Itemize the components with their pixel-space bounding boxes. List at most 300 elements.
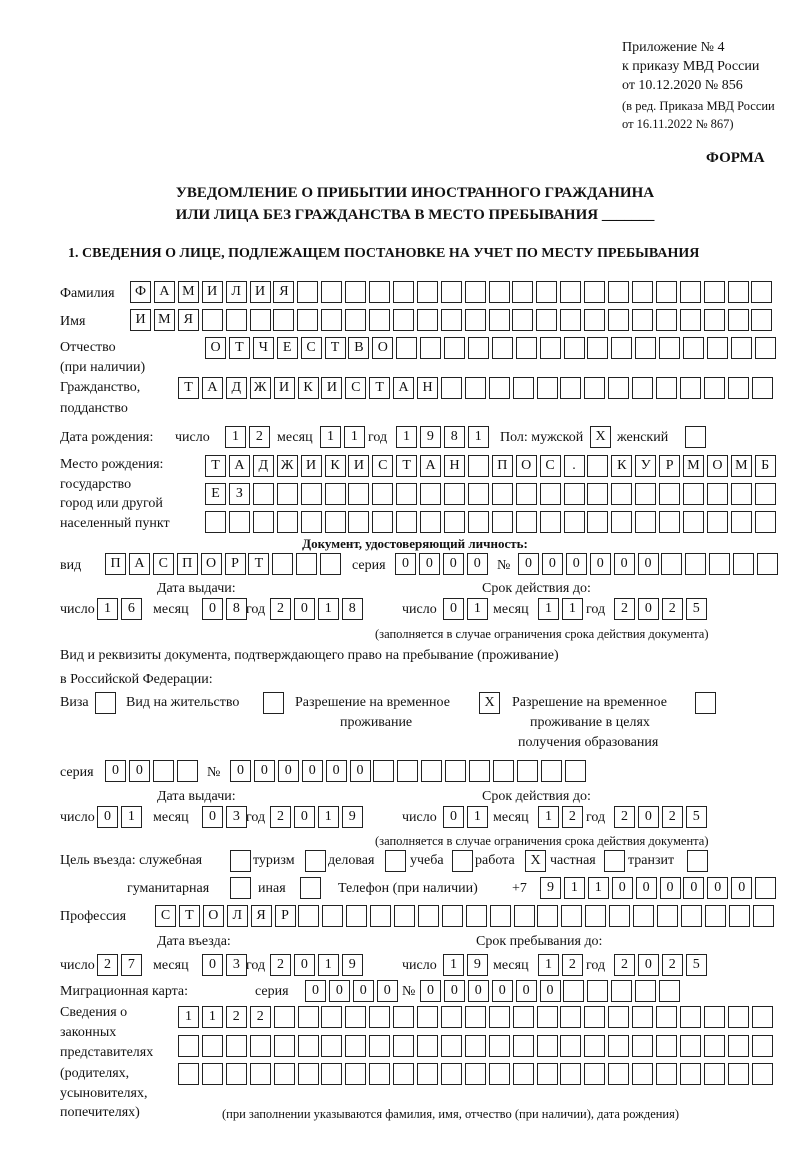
char-cell[interactable]: Т	[205, 455, 226, 477]
char-cell[interactable]: Т	[369, 377, 390, 399]
char-cell[interactable]	[492, 337, 513, 359]
char-cell[interactable]: О	[516, 455, 537, 477]
char-cell[interactable]: И	[301, 455, 322, 477]
char-cell[interactable]: 0	[707, 877, 728, 899]
char-cell[interactable]	[321, 1035, 342, 1057]
char-cell[interactable]	[393, 1063, 414, 1085]
char-cell[interactable]	[587, 511, 608, 533]
char-cell[interactable]: Ф	[130, 281, 151, 303]
char-cell[interactable]	[680, 1006, 701, 1028]
char-cell[interactable]: 3	[226, 806, 247, 828]
char-cell[interactable]: А	[229, 455, 250, 477]
char-cell[interactable]: 0	[443, 553, 464, 575]
char-cell[interactable]: 2	[562, 806, 583, 828]
p-study-checkbox[interactable]	[452, 850, 473, 872]
char-cell[interactable]: И	[130, 309, 151, 331]
char-cell[interactable]: 2	[249, 426, 270, 448]
char-cell[interactable]: Л	[227, 905, 248, 927]
char-cell[interactable]	[584, 309, 605, 331]
char-cell[interactable]: 0	[492, 980, 513, 1002]
char-cell[interactable]	[512, 281, 533, 303]
char-cell[interactable]	[608, 1063, 629, 1085]
char-cell[interactable]	[396, 337, 417, 359]
char-cell[interactable]: 0	[683, 877, 704, 899]
char-cell[interactable]	[393, 1006, 414, 1028]
char-cell[interactable]	[731, 483, 752, 505]
char-cell[interactable]	[444, 337, 465, 359]
char-cell[interactable]	[587, 980, 608, 1002]
char-cell[interactable]	[468, 455, 489, 477]
char-cell[interactable]	[659, 337, 680, 359]
char-cell[interactable]: 1	[225, 426, 246, 448]
char-cell[interactable]: 0	[329, 980, 350, 1002]
char-cell[interactable]: 1	[467, 806, 488, 828]
char-cell[interactable]: 0	[254, 760, 275, 782]
char-cell[interactable]: П	[492, 455, 513, 477]
char-cell[interactable]: 2	[662, 954, 683, 976]
char-cell[interactable]	[728, 281, 749, 303]
char-cell[interactable]	[274, 1035, 295, 1057]
char-cell[interactable]: 0	[542, 553, 563, 575]
char-cell[interactable]	[253, 511, 274, 533]
char-cell[interactable]	[632, 1006, 653, 1028]
char-cell[interactable]	[296, 553, 317, 575]
char-cell[interactable]	[465, 309, 486, 331]
char-cell[interactable]	[656, 1063, 677, 1085]
char-cell[interactable]	[369, 281, 390, 303]
char-cell[interactable]	[321, 1006, 342, 1028]
char-cell[interactable]: 0	[614, 553, 635, 575]
char-cell[interactable]: 0	[638, 954, 659, 976]
char-cell[interactable]: 7	[121, 954, 142, 976]
char-cell[interactable]	[585, 905, 606, 927]
char-cell[interactable]: 0	[638, 806, 659, 828]
char-cell[interactable]: 0	[294, 598, 315, 620]
char-cell[interactable]	[728, 377, 749, 399]
char-cell[interactable]	[253, 483, 274, 505]
char-cell[interactable]	[608, 281, 629, 303]
char-cell[interactable]	[441, 1035, 462, 1057]
char-cell[interactable]: 0	[638, 598, 659, 620]
char-cell[interactable]	[704, 377, 725, 399]
char-cell[interactable]	[178, 1063, 199, 1085]
char-cell[interactable]: 0	[420, 980, 441, 1002]
char-cell[interactable]: 0	[731, 877, 752, 899]
char-cell[interactable]	[489, 1035, 510, 1057]
char-cell[interactable]: 9	[467, 954, 488, 976]
char-cell[interactable]	[297, 281, 318, 303]
char-cell[interactable]	[489, 281, 510, 303]
char-cell[interactable]: П	[105, 553, 126, 575]
char-cell[interactable]: Я	[273, 281, 294, 303]
char-cell[interactable]: 9	[342, 954, 363, 976]
p-work-checkbox[interactable]: X	[525, 850, 546, 872]
char-cell[interactable]: 2	[226, 1006, 247, 1028]
char-cell[interactable]: 0	[202, 954, 223, 976]
char-cell[interactable]	[517, 760, 538, 782]
char-cell[interactable]	[659, 980, 680, 1002]
char-cell[interactable]: Т	[396, 455, 417, 477]
char-cell[interactable]	[514, 905, 535, 927]
char-cell[interactable]	[273, 309, 294, 331]
char-cell[interactable]	[537, 377, 558, 399]
char-cell[interactable]: Р	[225, 553, 246, 575]
char-cell[interactable]	[707, 337, 728, 359]
char-cell[interactable]	[492, 511, 513, 533]
char-cell[interactable]: О	[203, 905, 224, 927]
char-cell[interactable]	[513, 1063, 534, 1085]
char-cell[interactable]	[202, 1035, 223, 1057]
char-cell[interactable]: 0	[326, 760, 347, 782]
char-cell[interactable]	[277, 511, 298, 533]
char-cell[interactable]: А	[129, 553, 150, 575]
char-cell[interactable]	[298, 1006, 319, 1028]
char-cell[interactable]	[560, 281, 581, 303]
char-cell[interactable]: И	[274, 377, 295, 399]
char-cell[interactable]	[442, 905, 463, 927]
char-cell[interactable]	[728, 1035, 749, 1057]
char-cell[interactable]	[681, 905, 702, 927]
char-cell[interactable]	[537, 1006, 558, 1028]
char-cell[interactable]: 2	[562, 954, 583, 976]
char-cell[interactable]: К	[325, 455, 346, 477]
char-cell[interactable]	[418, 905, 439, 927]
char-cell[interactable]	[635, 511, 656, 533]
char-cell[interactable]	[584, 1006, 605, 1028]
char-cell[interactable]: Т	[179, 905, 200, 927]
char-cell[interactable]: 2	[662, 806, 683, 828]
char-cell[interactable]	[541, 760, 562, 782]
char-cell[interactable]	[608, 1035, 629, 1057]
char-cell[interactable]: Т	[178, 377, 199, 399]
char-cell[interactable]: 1	[538, 954, 559, 976]
char-cell[interactable]	[492, 483, 513, 505]
char-cell[interactable]	[250, 1035, 271, 1057]
char-cell[interactable]: Ч	[253, 337, 274, 359]
char-cell[interactable]: М	[683, 455, 704, 477]
char-cell[interactable]: 0	[294, 954, 315, 976]
char-cell[interactable]: 2	[614, 598, 635, 620]
char-cell[interactable]	[683, 483, 704, 505]
char-cell[interactable]	[372, 483, 393, 505]
char-cell[interactable]	[298, 1063, 319, 1085]
char-cell[interactable]: Т	[325, 337, 346, 359]
char-cell[interactable]: П	[177, 553, 198, 575]
char-cell[interactable]: У	[635, 455, 656, 477]
char-cell[interactable]: 0	[294, 806, 315, 828]
female-checkbox[interactable]	[685, 426, 706, 448]
char-cell[interactable]	[560, 1006, 581, 1028]
char-cell[interactable]	[659, 483, 680, 505]
char-cell[interactable]	[421, 760, 442, 782]
char-cell[interactable]: 8	[444, 426, 465, 448]
char-cell[interactable]	[272, 553, 293, 575]
char-cell[interactable]	[369, 1035, 390, 1057]
char-cell[interactable]	[441, 1063, 462, 1085]
char-cell[interactable]: 0	[230, 760, 251, 782]
char-cell[interactable]	[397, 760, 418, 782]
char-cell[interactable]	[755, 877, 776, 899]
char-cell[interactable]: М	[178, 281, 199, 303]
char-cell[interactable]	[393, 1035, 414, 1057]
char-cell[interactable]	[445, 760, 466, 782]
char-cell[interactable]	[752, 1035, 773, 1057]
char-cell[interactable]	[516, 511, 537, 533]
char-cell[interactable]	[564, 337, 585, 359]
char-cell[interactable]	[540, 483, 561, 505]
char-cell[interactable]	[205, 511, 226, 533]
char-cell[interactable]	[609, 905, 630, 927]
char-cell[interactable]	[441, 281, 462, 303]
char-cell[interactable]: 0	[105, 760, 126, 782]
char-cell[interactable]	[468, 337, 489, 359]
char-cell[interactable]	[635, 337, 656, 359]
char-cell[interactable]: З	[229, 483, 250, 505]
char-cell[interactable]: 0	[202, 598, 223, 620]
char-cell[interactable]: 0	[377, 980, 398, 1002]
char-cell[interactable]	[587, 337, 608, 359]
char-cell[interactable]	[635, 980, 656, 1002]
char-cell[interactable]	[345, 281, 366, 303]
char-cell[interactable]	[321, 1063, 342, 1085]
char-cell[interactable]: Р	[275, 905, 296, 927]
char-cell[interactable]	[466, 905, 487, 927]
char-cell[interactable]: И	[202, 281, 223, 303]
char-cell[interactable]: Я	[251, 905, 272, 927]
char-cell[interactable]	[298, 1035, 319, 1057]
char-cell[interactable]: О	[205, 337, 226, 359]
char-cell[interactable]	[560, 309, 581, 331]
char-cell[interactable]	[656, 281, 677, 303]
char-cell[interactable]: 1	[443, 954, 464, 976]
char-cell[interactable]: 1	[562, 598, 583, 620]
char-cell[interactable]	[441, 1006, 462, 1028]
char-cell[interactable]: О	[201, 553, 222, 575]
char-cell[interactable]	[755, 337, 776, 359]
char-cell[interactable]: 2	[270, 598, 291, 620]
char-cell[interactable]	[540, 511, 561, 533]
male-checkbox[interactable]: X	[590, 426, 611, 448]
char-cell[interactable]: 0	[467, 553, 488, 575]
char-cell[interactable]	[274, 1063, 295, 1085]
char-cell[interactable]: 0	[353, 980, 374, 1002]
char-cell[interactable]: 1	[538, 806, 559, 828]
char-cell[interactable]: Р	[659, 455, 680, 477]
p-private-checkbox[interactable]	[604, 850, 625, 872]
char-cell[interactable]	[516, 337, 537, 359]
char-cell[interactable]: 1	[97, 598, 118, 620]
p-other-checkbox[interactable]	[300, 877, 321, 899]
char-cell[interactable]	[656, 1006, 677, 1028]
char-cell[interactable]	[325, 483, 346, 505]
char-cell[interactable]: С	[153, 553, 174, 575]
char-cell[interactable]	[729, 905, 750, 927]
char-cell[interactable]	[468, 511, 489, 533]
trpe-checkbox[interactable]	[695, 692, 716, 714]
char-cell[interactable]: 0	[468, 980, 489, 1002]
char-cell[interactable]	[345, 309, 366, 331]
char-cell[interactable]	[632, 377, 653, 399]
char-cell[interactable]: Б	[755, 455, 776, 477]
p-business-checkbox[interactable]	[385, 850, 406, 872]
char-cell[interactable]	[611, 337, 632, 359]
char-cell[interactable]	[632, 281, 653, 303]
char-cell[interactable]	[348, 483, 369, 505]
p-official-checkbox[interactable]	[230, 850, 251, 872]
char-cell[interactable]: Н	[444, 455, 465, 477]
char-cell[interactable]: И	[321, 377, 342, 399]
char-cell[interactable]	[540, 337, 561, 359]
char-cell[interactable]	[587, 483, 608, 505]
char-cell[interactable]: Ж	[277, 455, 298, 477]
char-cell[interactable]: 6	[121, 598, 142, 620]
char-cell[interactable]	[683, 511, 704, 533]
char-cell[interactable]: 5	[686, 806, 707, 828]
char-cell[interactable]: 0	[443, 598, 464, 620]
char-cell[interactable]: С	[540, 455, 561, 477]
char-cell[interactable]	[536, 309, 557, 331]
char-cell[interactable]	[396, 511, 417, 533]
char-cell[interactable]	[226, 1063, 247, 1085]
char-cell[interactable]: М	[154, 309, 175, 331]
char-cell[interactable]	[420, 337, 441, 359]
char-cell[interactable]	[632, 309, 653, 331]
char-cell[interactable]	[705, 905, 726, 927]
char-cell[interactable]: 1	[121, 806, 142, 828]
char-cell[interactable]	[417, 1063, 438, 1085]
char-cell[interactable]: 5	[686, 598, 707, 620]
char-cell[interactable]	[751, 281, 772, 303]
char-cell[interactable]	[465, 1035, 486, 1057]
char-cell[interactable]	[417, 1006, 438, 1028]
char-cell[interactable]: 2	[614, 954, 635, 976]
char-cell[interactable]	[370, 905, 391, 927]
char-cell[interactable]	[490, 905, 511, 927]
char-cell[interactable]: 0	[443, 806, 464, 828]
char-cell[interactable]: Н	[417, 377, 438, 399]
char-cell[interactable]: 1	[564, 877, 585, 899]
char-cell[interactable]	[513, 1006, 534, 1028]
char-cell[interactable]: 3	[226, 954, 247, 976]
char-cell[interactable]: 0	[612, 877, 633, 899]
char-cell[interactable]	[659, 511, 680, 533]
char-cell[interactable]	[348, 511, 369, 533]
char-cell[interactable]: 2	[662, 598, 683, 620]
char-cell[interactable]: 0	[636, 877, 657, 899]
char-cell[interactable]	[297, 309, 318, 331]
char-cell[interactable]: А	[393, 377, 414, 399]
char-cell[interactable]	[731, 337, 752, 359]
char-cell[interactable]	[513, 377, 534, 399]
char-cell[interactable]: 0	[518, 553, 539, 575]
char-cell[interactable]: 1	[318, 954, 339, 976]
char-cell[interactable]	[608, 1006, 629, 1028]
char-cell[interactable]: А	[202, 377, 223, 399]
char-cell[interactable]: Т	[248, 553, 269, 575]
char-cell[interactable]	[753, 905, 774, 927]
char-cell[interactable]	[417, 1035, 438, 1057]
char-cell[interactable]	[394, 905, 415, 927]
char-cell[interactable]	[584, 1063, 605, 1085]
char-cell[interactable]	[372, 511, 393, 533]
char-cell[interactable]	[560, 377, 581, 399]
char-cell[interactable]	[632, 1035, 653, 1057]
char-cell[interactable]	[656, 309, 677, 331]
char-cell[interactable]: А	[420, 455, 441, 477]
char-cell[interactable]: 1	[318, 806, 339, 828]
char-cell[interactable]	[728, 1006, 749, 1028]
char-cell[interactable]	[611, 483, 632, 505]
char-cell[interactable]: 1	[538, 598, 559, 620]
char-cell[interactable]	[465, 1063, 486, 1085]
char-cell[interactable]	[274, 1006, 295, 1028]
char-cell[interactable]	[584, 377, 605, 399]
char-cell[interactable]	[489, 377, 510, 399]
char-cell[interactable]	[512, 309, 533, 331]
char-cell[interactable]	[489, 309, 510, 331]
char-cell[interactable]	[656, 1035, 677, 1057]
char-cell[interactable]	[680, 377, 701, 399]
char-cell[interactable]	[489, 1063, 510, 1085]
char-cell[interactable]	[226, 1035, 247, 1057]
char-cell[interactable]	[298, 905, 319, 927]
char-cell[interactable]	[685, 553, 706, 575]
char-cell[interactable]	[680, 281, 701, 303]
char-cell[interactable]: 2	[270, 954, 291, 976]
char-cell[interactable]	[465, 281, 486, 303]
char-cell[interactable]	[321, 309, 342, 331]
char-cell[interactable]: Л	[226, 281, 247, 303]
char-cell[interactable]	[537, 1035, 558, 1057]
char-cell[interactable]: О	[372, 337, 393, 359]
char-cell[interactable]: 0	[516, 980, 537, 1002]
char-cell[interactable]: В	[348, 337, 369, 359]
char-cell[interactable]	[728, 309, 749, 331]
char-cell[interactable]	[441, 377, 462, 399]
char-cell[interactable]: К	[298, 377, 319, 399]
char-cell[interactable]: 0	[129, 760, 150, 782]
char-cell[interactable]	[178, 1035, 199, 1057]
char-cell[interactable]	[301, 483, 322, 505]
char-cell[interactable]	[731, 511, 752, 533]
char-cell[interactable]	[755, 511, 776, 533]
char-cell[interactable]: Е	[205, 483, 226, 505]
char-cell[interactable]: 0	[540, 980, 561, 1002]
char-cell[interactable]: С	[372, 455, 393, 477]
char-cell[interactable]	[396, 483, 417, 505]
char-cell[interactable]	[277, 483, 298, 505]
char-cell[interactable]	[611, 511, 632, 533]
char-cell[interactable]	[757, 553, 778, 575]
char-cell[interactable]	[680, 309, 701, 331]
char-cell[interactable]: .	[564, 455, 585, 477]
p-transit-checkbox[interactable]	[687, 850, 708, 872]
char-cell[interactable]	[465, 377, 486, 399]
char-cell[interactable]	[468, 483, 489, 505]
char-cell[interactable]: Т	[229, 337, 250, 359]
char-cell[interactable]	[704, 309, 725, 331]
char-cell[interactable]: Е	[277, 337, 298, 359]
char-cell[interactable]	[202, 309, 223, 331]
char-cell[interactable]: О	[707, 455, 728, 477]
char-cell[interactable]: 1	[468, 426, 489, 448]
char-cell[interactable]	[680, 1035, 701, 1057]
char-cell[interactable]: 1	[178, 1006, 199, 1028]
char-cell[interactable]: 1	[396, 426, 417, 448]
char-cell[interactable]	[635, 483, 656, 505]
char-cell[interactable]	[680, 1063, 701, 1085]
char-cell[interactable]: 0	[395, 553, 416, 575]
